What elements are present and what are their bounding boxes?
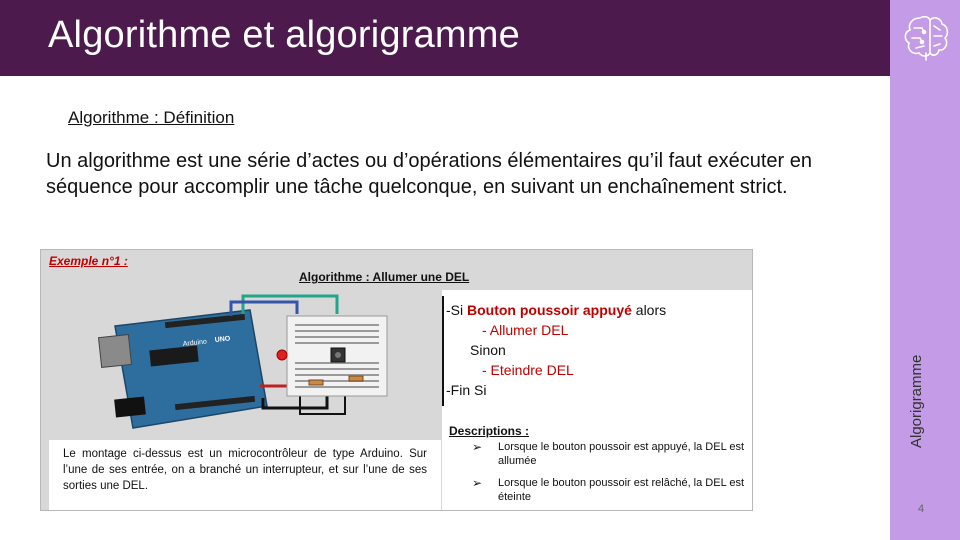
- algo-line-then: - Allumer DEL: [482, 322, 569, 338]
- bullet-arrow-icon: ➢: [472, 440, 483, 454]
- title-bar: [0, 0, 890, 76]
- page-number: 4: [918, 503, 925, 515]
- algorithm-bracket: [442, 296, 444, 406]
- svg-text:UNO: UNO: [214, 335, 231, 344]
- algo-line-else: Sinon: [470, 342, 506, 358]
- side-bar: [890, 0, 960, 540]
- descriptions-title: Descriptions :: [449, 424, 530, 438]
- algo-line-endif: -Fin Si: [446, 382, 487, 398]
- algo-line-if: -Si Bouton poussoir appuyé alors: [446, 302, 667, 318]
- example-figure: [40, 249, 753, 511]
- svg-text:Arduino: Arduino: [182, 338, 208, 348]
- algorithm-title: Algorithme : Allumer une DEL: [299, 270, 470, 284]
- description-item: Lorsque le bouton poussoir est relâché, la DEL est éteinte: [498, 477, 745, 503]
- definition-text: Un algorithme est une série d’actes ou d’opérations élémentaires qu’il faut exécuter en séquence pour accomplir une tâche quelconque, en suivant un enchaînement strict.: [46, 150, 812, 198]
- figure-caption: Le montage ci-dessus est un microcontrôleur de type Arduino. Sur l’une de ses entrée, on a branché un interrupteur, et sur l’une de ses sorties une DEL.: [49, 440, 441, 510]
- page-title: Algorithme et algorigramme: [48, 14, 520, 56]
- section-subtitle: Algorithme : Définition: [68, 108, 235, 127]
- bullet-arrow-icon: ➢: [472, 476, 483, 490]
- description-item: Lorsque le bouton poussoir est appuyé, la DEL est allumée: [498, 441, 745, 467]
- algo-condition: Bouton poussoir appuyé: [467, 302, 632, 318]
- algo-line-else-action: - Eteindre DEL: [482, 362, 574, 378]
- brain-icon: [898, 8, 954, 64]
- algorithm-panel: [442, 290, 753, 511]
- side-label: Algorigramme: [908, 354, 925, 448]
- example-label: Exemple n°1 :: [49, 254, 128, 268]
- arduino-circuit-illustration: [45, 288, 435, 438]
